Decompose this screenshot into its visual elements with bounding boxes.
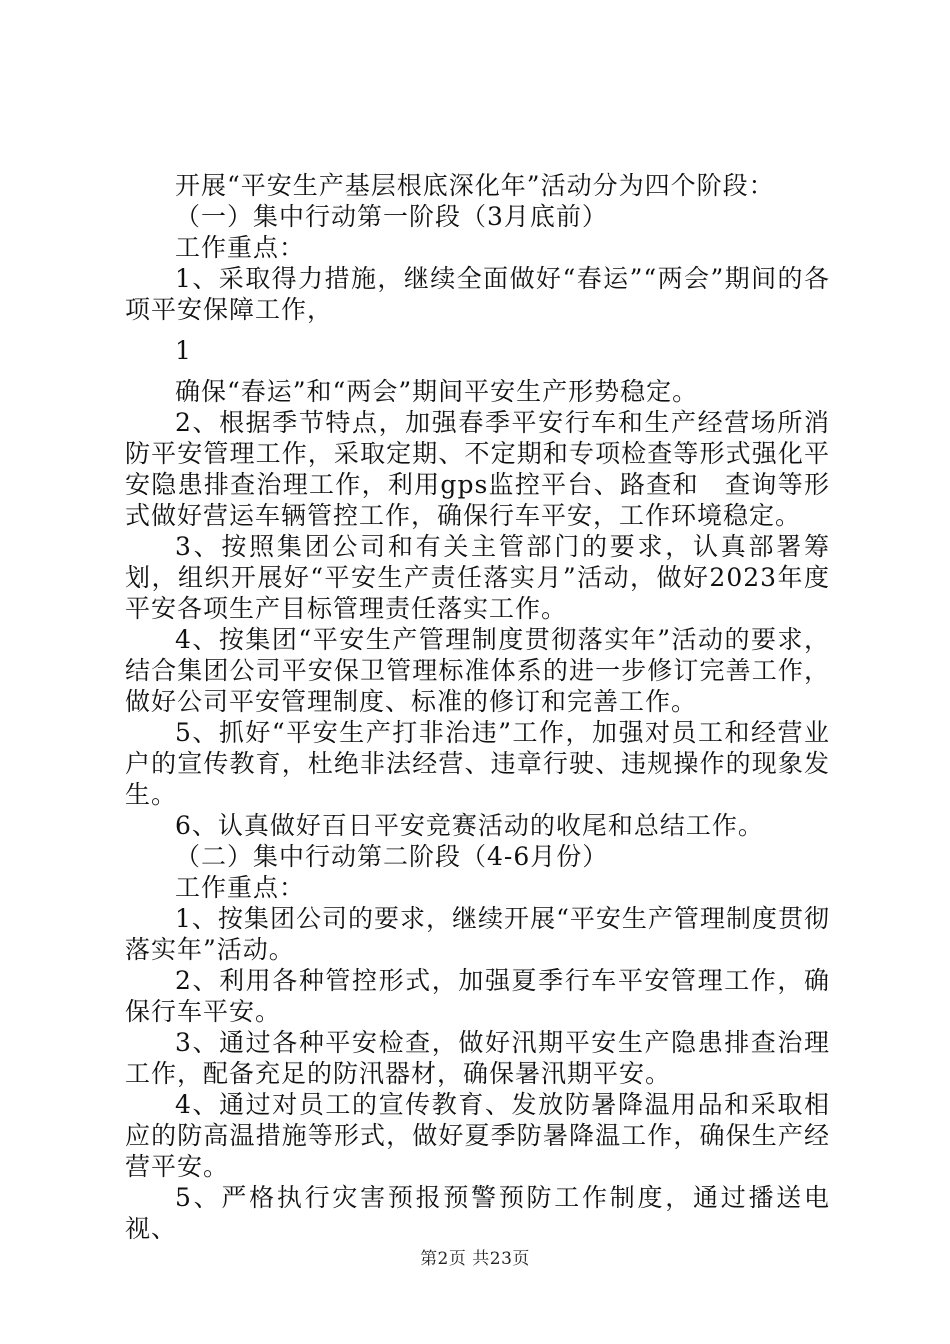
inline-page-number: 1 — [175, 336, 192, 365]
phase2-item-1: 1、按集团公司的要求，继续开展“平安生产管理制度贯彻落实年”活动。 — [125, 904, 830, 964]
phase1-item-2: 2、根据季节特点，加强春季平安行车和生产经营场所消防平安管理工作，采取定期、不定期和专项检查等形式强化平安隐患排查治理工作，利用gps监控平台、路查和 查询等形式做好营运车辆管控工作，确保行车平安，工作环境稳定。 — [125, 408, 830, 530]
phase1-item-1: 1、采取得力措施，继续全面做好“春运”“两会”期间的各项平安保障工作， — [125, 264, 830, 324]
section-heading-phase-2: （二）集中行动第二阶段（4-6月份） — [175, 842, 609, 871]
phase1-item-3: 3、按照集团公司和有关主管部门的要求，认真部署筹划，组织开展好“平安生产责任落实月”活动，做好2023年度平安各项生产目标管理责任落实工作。 — [125, 532, 830, 623]
section-heading-phase-1: （一）集中行动第一阶段（3月底前） — [175, 202, 608, 231]
work-focus-heading-1: 工作重点： — [175, 233, 306, 262]
phase2-item-5: 5、严格执行灾害预报预警预防工作制度，通过播送电视、 — [125, 1183, 830, 1243]
paragraph-intro: 开展“平安生产基层根底深化年”活动分为四个阶段： — [175, 171, 775, 200]
phase1-item-5: 5、抓好“平安生产打非治违”工作，加强对员工和经营业户的宣传教育，杜绝非法经营、违章行驶、违规操作的现象发生。 — [125, 718, 830, 809]
phase2-item-4: 4、通过对员工的宣传教育、发放防暑降温用品和采取相应的防高温措施等形式，做好夏季防暑降温工作，确保生产经营平安。 — [125, 1090, 830, 1181]
document-body — [125, 170, 830, 1244]
phase1-item-6: 6、认真做好百日平安竞赛活动的收尾和总结工作。 — [175, 811, 764, 840]
phase2-item-2: 2、利用各种管控形式，加强夏季行车平安管理工作，确保行车平安。 — [125, 966, 830, 1026]
phase2-item-3: 3、通过各种平安检查，做好汛期平安生产隐患排查治理工作，配备充足的防汛器材，确保暑汛期平安。 — [125, 1028, 830, 1088]
phase1-item-1-continued: 确保“春运”和“两会”期间平安生产形势稳定。 — [175, 377, 699, 406]
page-footer: 第2页 共23页 — [420, 1249, 530, 1269]
work-focus-heading-2: 工作重点： — [175, 873, 306, 902]
phase1-item-4: 4、按集团“平安生产管理制度贯彻落实年”活动的要求，结合集团公司平安保卫管理标准体系的进一步修订完善工作，做好公司平安管理制度、标准的修订和完善工作。 — [125, 625, 830, 716]
